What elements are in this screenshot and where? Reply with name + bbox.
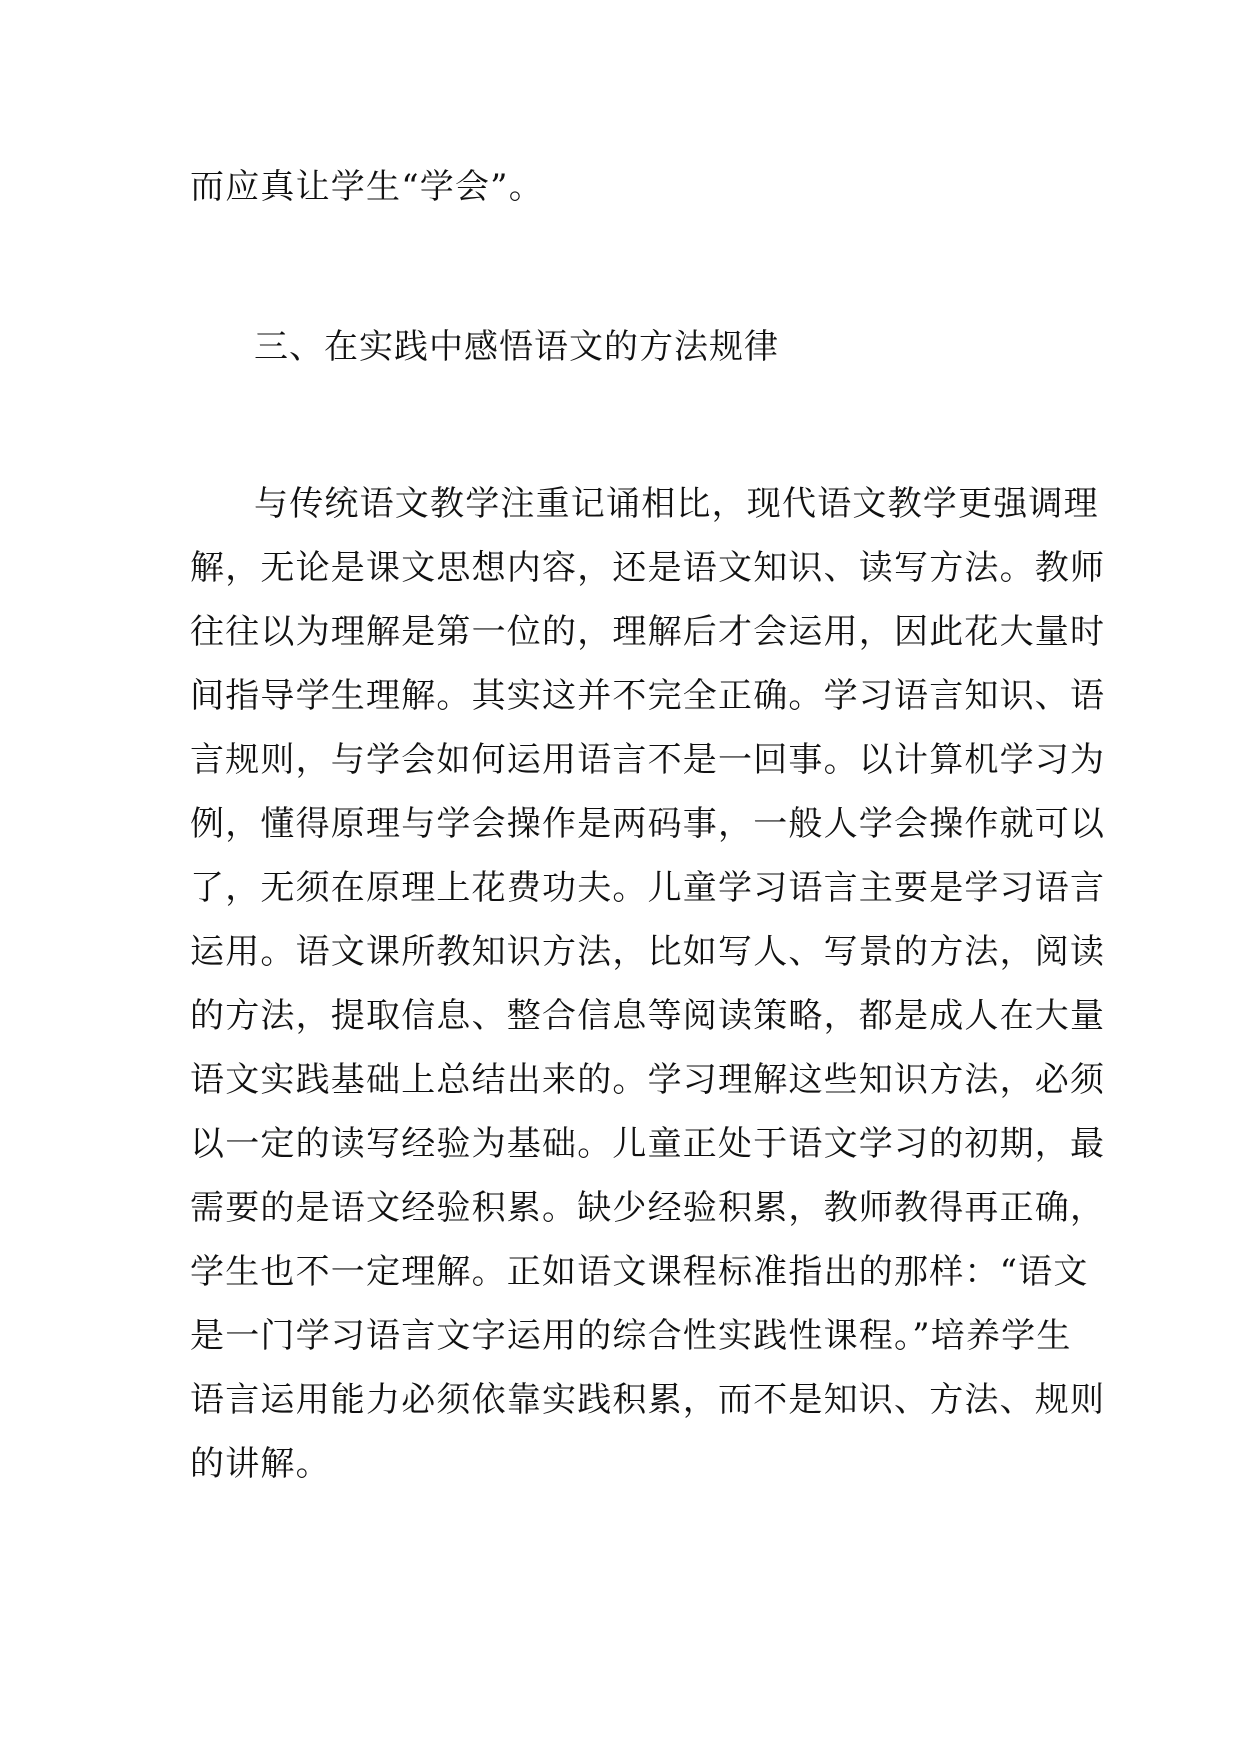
paragraph-line: 的讲解。 [190,1444,331,1484]
paragraph-line: 以一定的读写经验为基础。儿童正处于语文学习的初期，最 [190,1124,1106,1164]
paragraph-line: 解，无论是课文思想内容，还是语文知识、读写方法。教师 [190,548,1106,588]
paragraph-line: 语文实践基础上总结出来的。学习理解这些知识方法，必须 [190,1060,1106,1100]
paragraph-line: 的方法，提取信息、整合信息等阅读策略，都是成人在大量 [190,996,1106,1036]
paragraph-line: 运用。语文课所教知识方法，比如写人、写景的方法，阅读 [190,932,1106,972]
paragraph-line: 间指导学生理解。其实这并不完全正确。学习语言知识、语 [190,676,1106,716]
paragraph-line: 往往以为理解是第一位的，理解后才会运用，因此花大量时 [190,612,1106,652]
paragraph-line: 是一门学习语言文字运用的综合性实践性课程。”培养学生 [190,1316,1072,1356]
opening-line: 而应真让学生“学会”。 [190,167,544,207]
paragraph-line: 言规则，与学会如何运用语言不是一回事。以计算机学习为 [190,740,1106,780]
section-heading: 三、在实践中感悟语文的方法规律 [254,327,779,367]
paragraph-line: 了，无须在原理上花费功夫。儿童学习语言主要是学习语言 [190,868,1106,908]
paragraph-line: 与传统语文教学注重记诵相比，现代语文教学更强调理 [254,484,1099,524]
paragraph-line: 学生也不一定理解。正如语文课程标准指出的那样：“语文 [190,1252,1089,1292]
paragraph-line: 例，懂得原理与学会操作是两码事，一般人学会操作就可以 [190,804,1106,844]
paragraph-line: 语言运用能力必须依靠实践积累，而不是知识、方法、规则 [190,1380,1106,1420]
paragraph-line: 需要的是语文经验积累。缺少经验积累，教师教得再正确， [190,1188,1106,1228]
